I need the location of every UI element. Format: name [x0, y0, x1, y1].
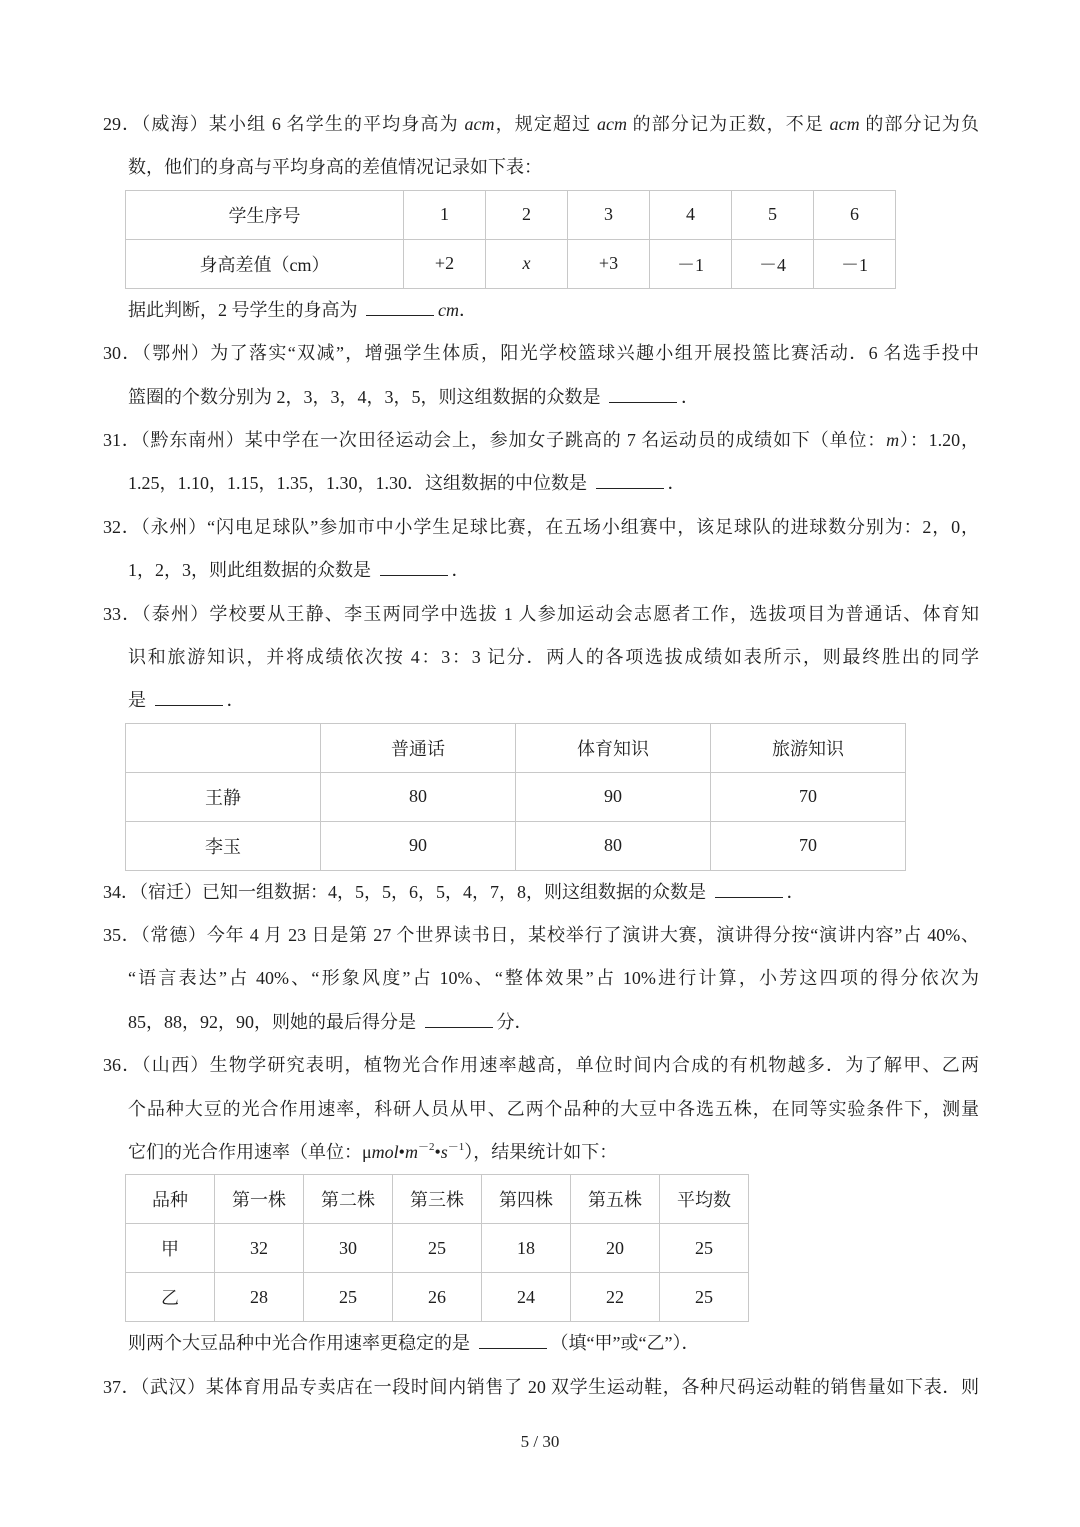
text-segment: 它们的光合作用速率（单位：μ: [128, 1142, 372, 1163]
table-cell: 90: [516, 772, 711, 821]
text-segment: ，规定超过: [494, 114, 597, 134]
table-header-row: [126, 723, 906, 772]
text-segment: ．: [226, 690, 245, 711]
answer-blank: [366, 299, 434, 316]
text-segment: （填“甲”或“乙”）．: [550, 1333, 700, 1354]
table-cell: 学生序号: [126, 190, 404, 239]
table-cell: 3: [568, 190, 650, 239]
text-segment: 数，他们的身高与平均身高的差值情况记录如下表：: [128, 157, 542, 178]
table-cell: +2: [404, 239, 486, 288]
table-cell: 30: [304, 1224, 393, 1273]
question-text-line: [103, 1322, 979, 1365]
data-table: [125, 190, 896, 289]
text-segment: 1，2，3，则此组数据的众数是: [128, 560, 376, 581]
answer-blank: [155, 689, 223, 706]
text-segment: •: [434, 1142, 441, 1163]
math-variable: m: [404, 1142, 418, 1163]
question-line: [103, 506, 979, 549]
math-variable: mol: [371, 1142, 399, 1163]
table-cell: 90: [321, 821, 516, 870]
table-cell: 品种: [126, 1175, 215, 1224]
table-cell: 第四株: [482, 1175, 571, 1224]
table-cell: 体育知识: [516, 723, 711, 772]
table-cell: 70: [711, 821, 906, 870]
question-line: [103, 1366, 979, 1409]
document-body: [103, 103, 979, 1409]
table-cell: 4: [650, 190, 732, 239]
text-segment: 35．（常德）今年 4 月 23 日是第 27 个世界读书日，某校举行了演讲大赛，演讲得分按“演讲内容”占 40%、: [103, 925, 979, 946]
question-text-line: [103, 1001, 979, 1044]
answer-blank: [380, 559, 448, 576]
text-segment: 则两个大豆品种中光合作用速率更稳定的是: [128, 1333, 475, 1354]
table-cell: 甲: [126, 1224, 215, 1273]
question-text-line: [103, 679, 979, 722]
text-segment: 36．（山西）生物学研究表明，植物光合作用速率越高，单位时间内合成的有机物越多．为了解甲、乙两: [103, 1055, 979, 1076]
question-line: [103, 332, 979, 375]
question-line: [103, 871, 979, 914]
question-text-line: [103, 289, 979, 332]
text-segment: ）：1.20，: [899, 429, 979, 450]
text-segment: 30．（鄂州）为了落实“双减”，增强学生体质，阳光学校篮球兴趣小组开展投篮比赛活动．6 名选手投中: [103, 343, 979, 364]
text-segment: 据此判断，2 号学生的身高为: [128, 299, 362, 320]
answer-blank: [609, 386, 677, 403]
text-segment: 个品种大豆的光合作用速率，科研人员从甲、乙两个品种的大豆中各选五株，在同等实验条件下，测量: [128, 1098, 979, 1119]
table-cell: 1: [404, 190, 486, 239]
table-row: [126, 1273, 749, 1322]
table-cell: 第二株: [304, 1175, 393, 1224]
page-number: 5 / 30: [520, 1432, 560, 1451]
text-segment: 是: [128, 690, 151, 711]
answer-blank: [596, 472, 664, 489]
text-segment: 分．: [496, 1011, 533, 1032]
table-cell: 6: [814, 190, 896, 239]
table-cell: 第三株: [393, 1175, 482, 1224]
text-segment: 篮圈的个数分别为 2，3，3，4，3，5，则这组数据的众数是: [128, 386, 605, 407]
text-segment: ），结果统计如下：: [464, 1142, 618, 1163]
table-cell: 80: [321, 772, 516, 821]
table-cell: 25: [660, 1273, 749, 1322]
table-cell: 第五株: [571, 1175, 660, 1224]
question-line: [103, 593, 979, 636]
text-segment: 的部分记为负: [859, 114, 979, 134]
text-segment: 32．（永州）“闪电足球队”参加市中小学生足球比赛，在五场小组赛中，该足球队的进球数分别为：2，0，: [103, 516, 979, 537]
question-text-line: [103, 1131, 979, 1174]
answer-blank: [425, 1011, 493, 1028]
table-header-row: [126, 1175, 749, 1224]
table-cell: －1: [650, 239, 732, 288]
question-line: [103, 419, 979, 462]
superscript: －1: [447, 1141, 465, 1154]
table-cell: 20: [571, 1224, 660, 1273]
table-cell: 28: [215, 1273, 304, 1322]
table-cell: 18: [482, 1224, 571, 1273]
text-segment: 识和旅游知识，并将成绩依次按 4：3：3 记分．两人的各项选拔成绩如表所示，则最终胜出的同学: [128, 646, 979, 667]
table-cell: 普通话: [321, 723, 516, 772]
data-table: [125, 723, 906, 871]
text-segment: 37．（武汉）某体育用品专卖店在一段时间内销售了 20 双学生运动鞋，各种尺码运动鞋的销售量如下表．则: [103, 1376, 979, 1397]
table-cell: 王静: [126, 772, 321, 821]
question-line: [103, 914, 979, 957]
table-cell: 第一株: [215, 1175, 304, 1224]
text-segment: “语言表达”占 40%、“形象风度”占 10%、“整体效果”占 10%进行计算，小芳这四项的得分依次为: [128, 968, 979, 989]
question-line: [103, 1044, 979, 1087]
data-table: [125, 1174, 749, 1322]
question-text-line: [103, 462, 979, 505]
question-text-line: [103, 636, 979, 679]
table-cell: 25: [304, 1273, 393, 1322]
text-segment: ．: [667, 473, 686, 494]
table-cell: 旅游知识: [711, 723, 906, 772]
table-cell: 32: [215, 1224, 304, 1273]
text-segment: 29．（威海）某小组 6 名学生的平均身高为: [103, 114, 465, 134]
superscript: －2: [417, 1141, 435, 1154]
table-cell: x: [486, 239, 568, 288]
table-header-row: [126, 190, 896, 239]
question-text-line: [103, 957, 979, 1000]
answer-blank: [715, 881, 783, 898]
text-segment: ．: [451, 560, 470, 581]
math-variable: s: [440, 1142, 448, 1163]
question-text-line: [103, 1088, 979, 1131]
text-segment: 34．（宿迁）已知一组数据：4，5，5，6，5，4，7，8，则这组数据的众数是: [103, 881, 711, 902]
table-cell: 80: [516, 821, 711, 870]
table-cell: 26: [393, 1273, 482, 1322]
table-cell: 平均数: [660, 1175, 749, 1224]
math-variable: acm: [829, 114, 860, 134]
table-cell: [126, 723, 321, 772]
math-variable: acm: [464, 114, 495, 134]
table-cell: －1: [814, 239, 896, 288]
text-segment: 1.25，1.10，1.15，1.35，1.30，1.30．这组数据的中位数是: [128, 473, 592, 494]
table-cell: 25: [393, 1224, 482, 1273]
table-cell: 70: [711, 772, 906, 821]
table-cell: 乙: [126, 1273, 215, 1322]
table-cell: 5: [732, 190, 814, 239]
table-row: [126, 772, 906, 821]
table-cell: 李玉: [126, 821, 321, 870]
text-segment: ．: [786, 881, 805, 902]
text-segment: ．: [681, 386, 699, 407]
text-segment: 的部分记为正数，不足: [626, 114, 830, 134]
table-row: [126, 239, 896, 288]
math-variable: m: [886, 429, 900, 450]
question-line: [103, 103, 979, 146]
table-cell: +3: [568, 239, 650, 288]
table-cell: 2: [486, 190, 568, 239]
math-variable: acm: [596, 114, 627, 134]
text-segment: ．: [459, 299, 477, 320]
text-segment: •: [398, 1142, 405, 1163]
text-segment: 85，88，92，90，则她的最后得分是: [128, 1011, 421, 1032]
table-cell: 25: [660, 1224, 749, 1273]
text-segment: 33．（泰州）学校要从王静、李玉两同学中选拔 1 人参加运动会志愿者工作，选拔项目为普通话、体育知: [103, 603, 979, 624]
text-segment: 31．（黔东南州）某中学在一次田径运动会上，参加女子跳高的 7 名运动员的成绩如下（单位：: [103, 429, 887, 450]
question-text-line: [103, 146, 979, 189]
table-cell: 22: [571, 1273, 660, 1322]
table-row: [126, 821, 906, 870]
table-row: [126, 1224, 749, 1273]
math-variable: cm: [438, 299, 459, 320]
table-cell: －4: [732, 239, 814, 288]
table-cell: 身高差值（cm）: [126, 239, 404, 288]
answer-blank: [479, 1332, 547, 1349]
question-text-line: [103, 549, 979, 592]
question-text-line: [103, 376, 979, 419]
table-cell: 24: [482, 1273, 571, 1322]
